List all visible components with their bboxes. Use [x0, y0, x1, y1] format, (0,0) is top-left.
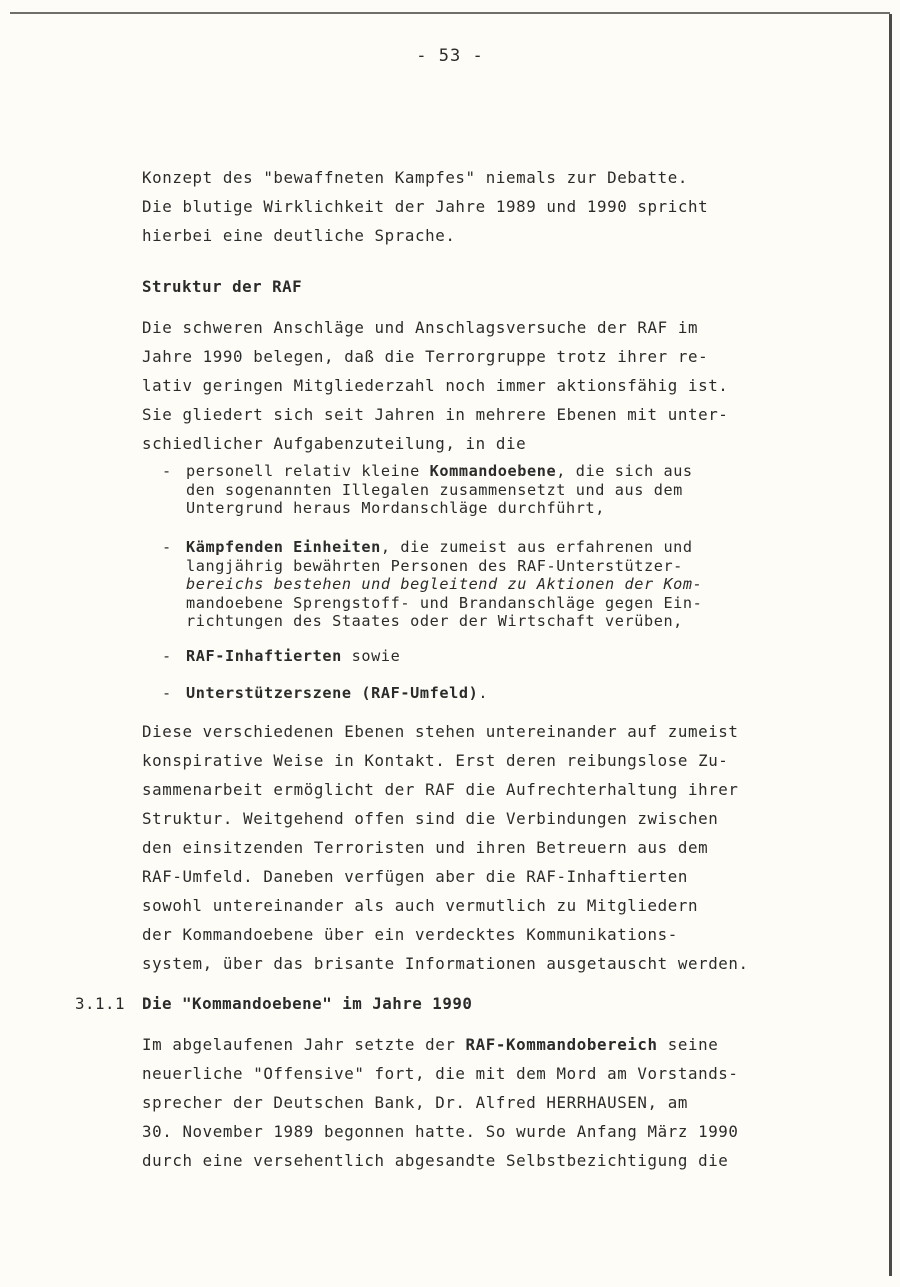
text-line	[142, 1030, 822, 1059]
paragraph-struktur	[142, 313, 822, 458]
paragraph-ebenen	[142, 717, 822, 978]
bold-term: Kämpfenden Einheiten	[186, 538, 381, 556]
list-item	[162, 647, 812, 666]
text-line: Sie gliedert sich seit Jahren in mehrere Ebenen mit unter-	[142, 405, 729, 424]
bold-term: Kommandoebene	[429, 462, 557, 480]
list-item	[162, 462, 812, 518]
page-right-edge	[889, 14, 892, 1276]
section-title: Die "Kommandoebene" im Jahre 1990	[142, 994, 473, 1013]
bullet-dash: -	[162, 462, 172, 480]
page-top-edge	[10, 12, 890, 14]
bullet-dash: -	[162, 538, 172, 556]
bold-term: RAF-Kommandobereich	[465, 1035, 658, 1054]
text-line: Struktur. Weitgehend offen sind die Verbindungen zwischen	[142, 809, 719, 828]
text-fragment: .	[478, 684, 489, 702]
text-line: Jahre 1990 belegen, daß die Terrorgruppe trotz ihrer re-	[142, 347, 709, 366]
section-number: 3.1.1	[75, 994, 126, 1013]
text-line: bereichs bestehen und begleitend zu Aktionen der Kom-	[186, 575, 703, 593]
text-line: konspirative Weise in Kontakt. Erst deren reibungslose Zu-	[142, 751, 729, 770]
text-line: 30. November 1989 begonnen hatte. So wurde Anfang März 1990	[142, 1122, 739, 1141]
text-line: schiedlicher Aufgabenzuteilung, in die	[142, 434, 527, 453]
page-number: - 53 -	[416, 46, 484, 66]
text-line: neuerliche "Offensive" fort, die mit dem Mord am Vorstands-	[142, 1064, 739, 1083]
bullet-list-umfeld	[162, 684, 812, 703]
text-line: Konzept des "bewaffneten Kampfes" niemals zur Debatte.	[142, 168, 688, 187]
text-line: den einsitzenden Terroristen und ihren Betreuern aus dem	[142, 838, 709, 857]
text-fragment: , die zumeist aus erfahrenen und	[380, 538, 693, 556]
text-line: Die blutige Wirklichkeit der Jahre 1989 und 1990 spricht	[142, 197, 709, 216]
text-line: langjährig bewährten Personen des RAF-Unterstützer-	[186, 556, 683, 575]
text-line: sammenarbeit ermöglicht der RAF die Aufrechterhaltung ihrer	[142, 780, 739, 799]
list-item	[162, 684, 812, 703]
bullet-dash: -	[162, 647, 172, 665]
bullet-dash: -	[162, 684, 172, 702]
bullet-list-kommando	[162, 462, 812, 518]
text-line: system, über das brisante Informationen ausgetauscht werden.	[142, 954, 749, 973]
text-line: richtungen des Staates oder der Wirtschaft verüben,	[186, 612, 683, 630]
text-line: den sogenannten Illegalen zusammensetzt und aus dem	[186, 480, 683, 499]
bullet-list-einheiten	[162, 538, 812, 631]
text-line: sprecher der Deutschen Bank, Dr. Alfred HERRHAUSEN, am	[142, 1093, 688, 1112]
paragraph-section	[142, 1030, 822, 1175]
text-line: Untergrund heraus Mordanschläge durchführt,	[186, 499, 605, 517]
bold-term: Unterstützerszene (RAF-Umfeld)	[186, 684, 479, 702]
text-line: sowohl untereinander als auch vermutlich zu Mitgliedern	[142, 896, 699, 915]
text-line: RAF-Umfeld. Daneben verfügen aber die RAF-Inhaftierten	[142, 867, 688, 886]
text-line: Die schweren Anschläge und Anschlagsversuche der RAF im	[142, 318, 699, 337]
text-fragment: sowie	[341, 647, 401, 665]
text-line: lativ geringen Mitgliederzahl noch immer aktionsfähig ist.	[142, 376, 729, 395]
list-item	[162, 538, 812, 631]
bold-term: RAF-Inhaftierten	[186, 647, 342, 665]
text-line: der Kommandoebene über ein verdecktes Kommunikations-	[142, 925, 678, 944]
text-fragment: , die sich aus	[556, 462, 693, 480]
bullet-list-inhaftierte	[162, 647, 812, 666]
text-line: Diese verschiedenen Ebenen stehen untereinander auf zumeist	[142, 722, 739, 741]
text-fragment: seine	[657, 1035, 719, 1054]
text-fragment: personell relativ kleine	[186, 462, 430, 480]
paragraph-intro	[142, 163, 822, 250]
text-line: mandoebene Sprengstoff- und Brandanschläge gegen Ein-	[186, 593, 703, 612]
text-line: durch eine versehentlich abgesandte Selbstbezichtigung die	[142, 1151, 729, 1170]
text-line: hierbei eine deutliche Sprache.	[142, 226, 456, 245]
heading-struktur: Struktur der RAF	[142, 277, 303, 296]
text-fragment: Im abgelaufenen Jahr setzte der	[142, 1035, 466, 1054]
